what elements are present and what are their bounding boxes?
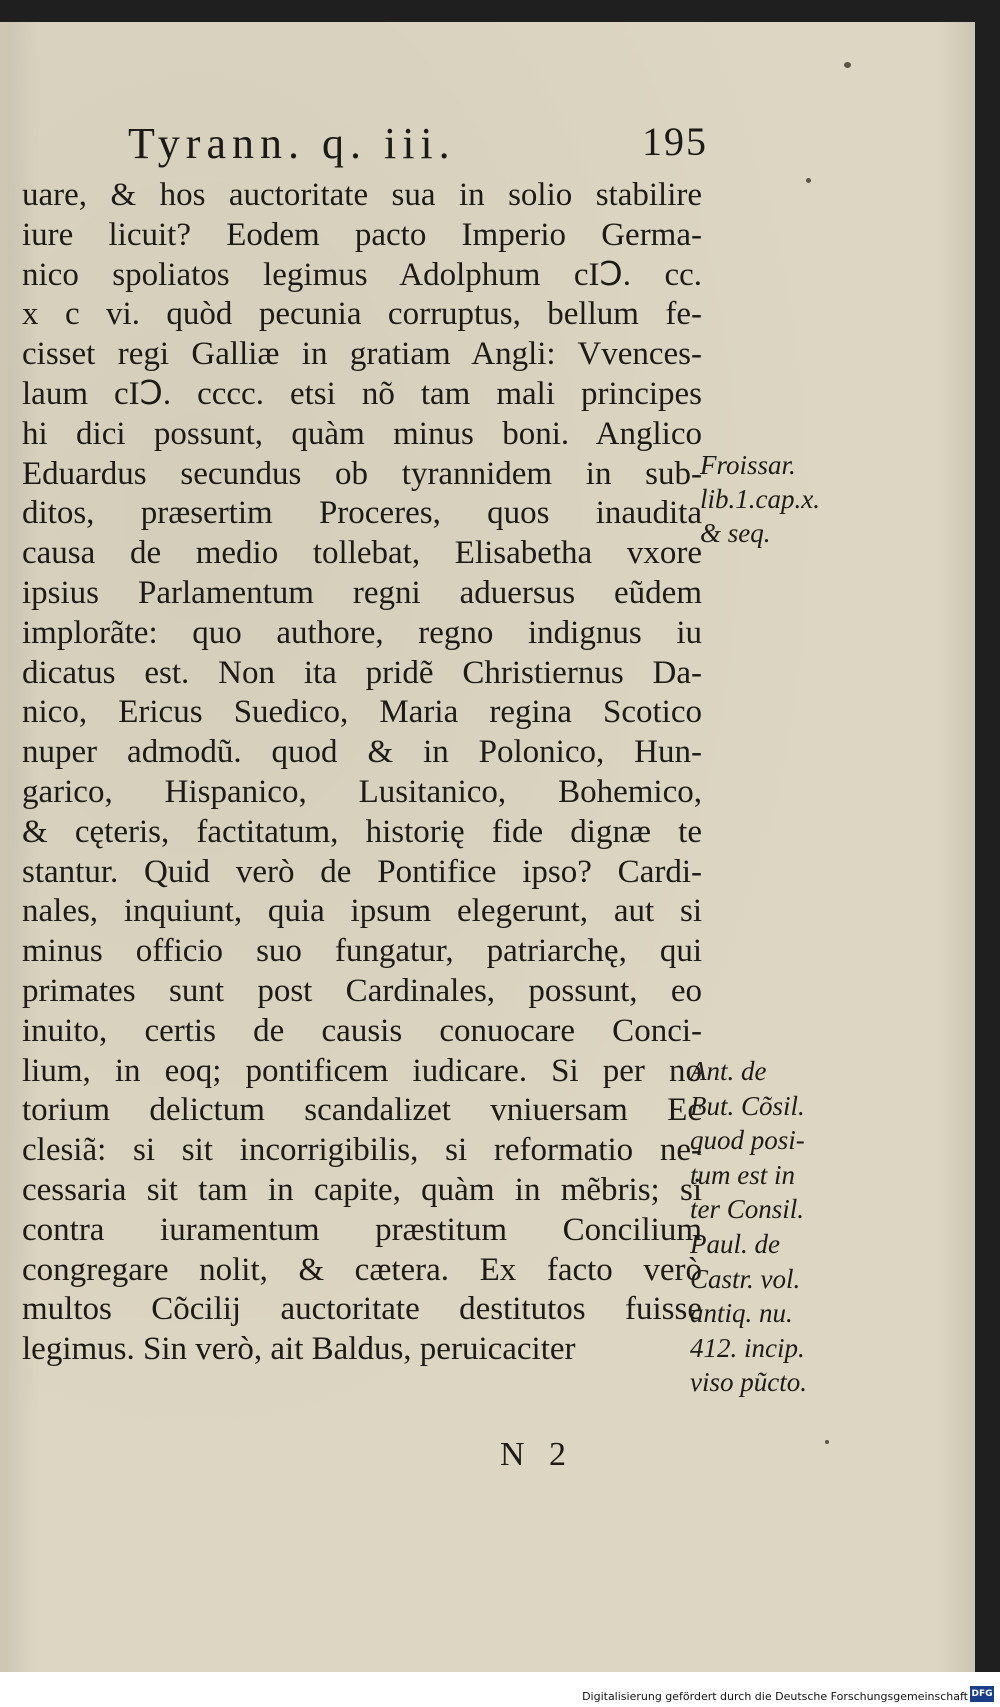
running-head-title: Tyrann. q. iii.	[128, 119, 456, 168]
text-line: multos Cõcilij auctoritate destitutos fuisse	[22, 1291, 702, 1328]
text-line: inuito, certis de causis conuocare Conci-	[22, 1012, 702, 1049]
text-line: minus officio suo fungatur, patriarchę, qui	[22, 933, 702, 970]
text-line: ditos, præsertim Proceres, quos inaudita	[22, 495, 702, 532]
text-line: Eduardus secundus ob tyrannidem in sub-	[22, 455, 702, 492]
dfg-logo-icon: DFG	[970, 1686, 994, 1702]
text-line: lium, in eoq; pontificem iudicare. Si per no	[22, 1052, 702, 1089]
text-line: nales, inquiunt, quia ipsum elegerunt, aut si	[22, 893, 702, 930]
text-line: uare, & hos auctoritate sua in solio stabilire	[22, 177, 702, 213]
text-line: primates sunt post Cardinales, possunt, eo	[22, 972, 702, 1009]
text-line: congregare nolit, & cætera. Ex facto verò	[22, 1251, 702, 1288]
text-line: nuper admodũ. quod & in Polonico, Hun-	[22, 734, 702, 771]
text-line: torium delictum scandalizet vniuersam Ec	[22, 1092, 702, 1129]
signature-mark: N 2	[500, 1436, 575, 1473]
main-text-block	[22, 176, 702, 1370]
paper-speck	[825, 1440, 829, 1444]
text-line: cessaria sit tam in capite, quàm in mẽbris; si	[22, 1171, 702, 1208]
paper-speck	[806, 178, 811, 183]
marginal-note-line: tum est in	[690, 1159, 795, 1190]
marginal-note-line: ter Consil.	[690, 1194, 805, 1225]
text-line: stantur. Quid verò de Pontifice ipso? Cardi-	[22, 853, 702, 890]
marginal-note-line: lib.1.cap.x.	[700, 484, 820, 514]
text-line: cisset regi Galliæ in gratiam Angli: Vvences-	[22, 336, 702, 373]
marginal-note-line: Froissar.	[700, 450, 796, 480]
text-line: x c vi. quòd pecunia corruptus, bellum fe-	[22, 296, 702, 333]
text-line: & cęteris, factitatum, historię fide dignæ te	[22, 813, 702, 850]
text-line: ipsius Parlamentum regni aduersus eũdem	[22, 574, 702, 611]
marginal-note-line: antiq. nu.	[690, 1298, 793, 1329]
digitization-credit: Digitalisierung gefördert durch die Deutsche Forschungsgemeinschaft	[582, 1690, 968, 1703]
text-line: iure licuit? Eodem pacto Imperio Germa-	[22, 216, 702, 253]
marginal-note-line: quod posi-	[690, 1125, 805, 1156]
text-line: clesiã: si sit incorrigibilis, si reformatio ne-	[22, 1132, 702, 1169]
paper-speck	[844, 62, 851, 68]
page-number: 195	[642, 119, 708, 164]
marginal-note-line: & seq.	[700, 518, 771, 548]
marginal-note-line: 412. incip.	[690, 1332, 805, 1363]
text-line: legimus. Sin verò, ait Baldus, peruicaciter	[22, 1331, 576, 1368]
running-head	[128, 118, 708, 174]
marginal-note-line: Paul. de	[690, 1228, 780, 1259]
text-line: nico spoliatos legimus Adolphum cIↃ. cc.	[22, 256, 702, 293]
text-line: dicatus est. Non ita pridẽ Christiernus Da-	[22, 654, 702, 691]
text-line: implorãte: quo authore, regno indignus iu	[22, 614, 702, 651]
text-line: garico, Hispanico, Lusitanico, Bohemico,	[22, 773, 702, 810]
marginal-note-line: viso pũcto.	[690, 1367, 807, 1398]
text-line: hi dici possunt, quàm minus boni. Anglico	[22, 415, 702, 452]
marginal-note-froissart	[700, 448, 820, 550]
text-line: nico, Ericus Suedico, Maria regina Scotico	[22, 694, 702, 731]
text-line: laum cIↃ. cccc. etsi nõ tam mali principes	[22, 375, 702, 412]
marginal-note-line: Castr. vol.	[690, 1263, 801, 1294]
marginal-note-line: Ant. de	[690, 1056, 767, 1086]
text-line: causa de medio tollebat, Elisabetha vxore	[22, 535, 702, 572]
text-line: contra iuramentum præstitum Concilium	[22, 1211, 702, 1248]
marginal-note-antonius	[690, 1054, 807, 1400]
marginal-note-line: But. Cõsil.	[690, 1090, 805, 1121]
